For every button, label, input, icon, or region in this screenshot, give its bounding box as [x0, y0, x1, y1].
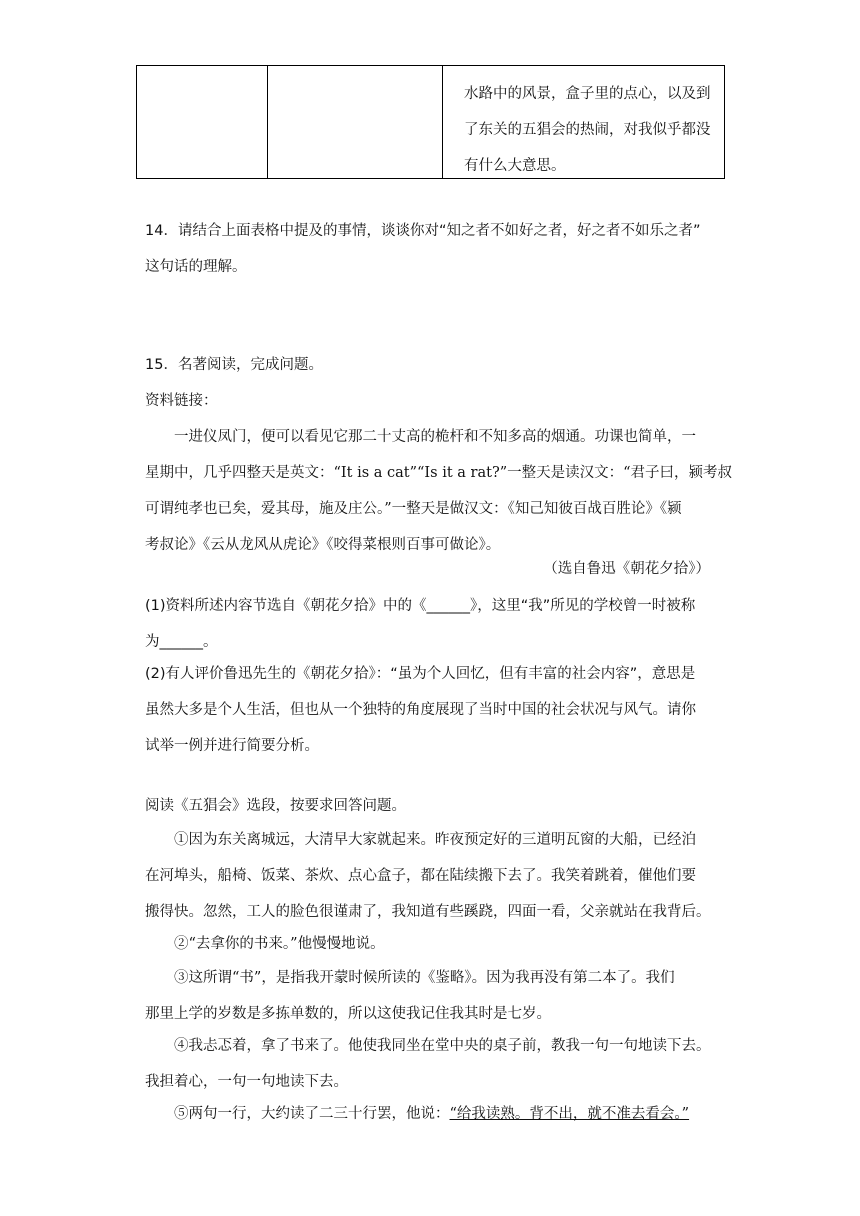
question-15-link-label: 资料链接： [145, 393, 218, 409]
reading-paragraph-3 [145, 960, 720, 1032]
question-15-title: 15．名著阅读，完成问题。 [145, 357, 323, 373]
sub1-line: (1)资料所述内容节选自《朝花夕拾》中的《______》，这里“我”所见的学校曾一时被称 [145, 598, 696, 614]
reading-paragraph-2 [145, 926, 720, 962]
table-cell-line: 水路中的风景，盒子里的点心，以及到 [464, 86, 711, 102]
reading-line: 在河埠头，船椅、饭菜、茶炊、点心盒子，都在陆续搬下去了。我笑着跳着，催他们要 [145, 868, 696, 884]
question-14 [145, 213, 735, 285]
reading-line: 那里上学的岁数是多拣单数的，所以这使我记住我其时是七岁。 [145, 1006, 551, 1022]
table-cell-line: 了东关的五猖会的热闹，对我似乎都没 [464, 122, 711, 138]
reading-line: ④我忐忑着，拿了书来了。他使我同坐在堂中央的桌子前，教我一句一句地读下去。 [174, 1038, 711, 1054]
table-fragment [136, 65, 725, 179]
reading-p5-underlined: “给我读熟。背不出，就不准去看会。” [449, 1106, 690, 1122]
question-15-sub2 [145, 656, 735, 764]
passage-line: 可谓纯孝也已矣，爱其母，施及庄公。”一整天是做汉文：《知己知彼百战百胜论》《颍 [145, 501, 682, 517]
passage-line: 星期中，几乎四整天是英文：“It is a cat”“Is it a rat?”一整天是读汉文：“君子曰，颍考叔 [145, 465, 733, 481]
sub2-line: 虽然大多是个人生活，但也从一个独特的角度展现了当时中国的社会状况与风气。请你 [145, 702, 696, 718]
reading-line: ②“去拿你的书来。”他慢慢地说。 [174, 936, 385, 952]
reading-line: ①因为东关离城远，大清早大家就起来。昨夜预定好的三道明瓦窗的大船，已经泊 [174, 832, 696, 848]
reading-line [145, 1096, 720, 1132]
table-divider-2 [442, 66, 443, 178]
sub2-line: 试举一例并进行简要分析。 [145, 738, 319, 754]
passage-source: （选自鲁迅《朝花夕拾》） [543, 561, 710, 577]
reading-paragraph-1 [145, 822, 720, 930]
reading-line: ③这所谓“书”，是指我开蒙时候所读的《鉴略》。因为我再没有第二本了。我们 [174, 970, 675, 986]
sub1-line: 为______。 [145, 634, 218, 650]
sub2-line: (2)有人评价鲁迅先生的《朝花夕拾》：“虽为个人回忆，但有丰富的社会内容”，意思是 [145, 666, 696, 682]
reading-line: 搬得快。忽然，工人的脸色很谨肃了，我知道有些蹊跷，四面一看，父亲就站在我背后。 [145, 904, 711, 920]
table-cell-line: 有什么大意思。 [464, 158, 566, 174]
q14-line: 这句话的理解。 [145, 259, 247, 275]
table-cell-3 [452, 66, 724, 184]
q14-line: 14．请结合上面表格中提及的事情，谈谈你对“知之者不如好之者，好之者不如乐之者” [145, 223, 701, 239]
question-15-sub1 [145, 588, 735, 660]
reading-line: 我担着心，一句一句地读下去。 [145, 1074, 348, 1090]
reading-paragraph-5 [145, 1096, 720, 1132]
question-15-passage [145, 419, 733, 563]
passage-line: 考叔论》《云从龙风从虎论》《咬得菜根则百事可做论》。 [145, 537, 501, 553]
reading-intro: 阅读《五猖会》选段，按要求回答问题。 [145, 798, 406, 814]
reading-p5-prefix: ⑤两句一行，大约读了二三十行罢，他说： [174, 1106, 450, 1122]
reading-paragraph-4 [145, 1028, 720, 1100]
table-divider-1 [267, 66, 268, 178]
passage-line: 一进仪凤门，便可以看见它那二十丈高的桅杆和不知多高的烟通。功课也简单，一 [174, 429, 696, 445]
